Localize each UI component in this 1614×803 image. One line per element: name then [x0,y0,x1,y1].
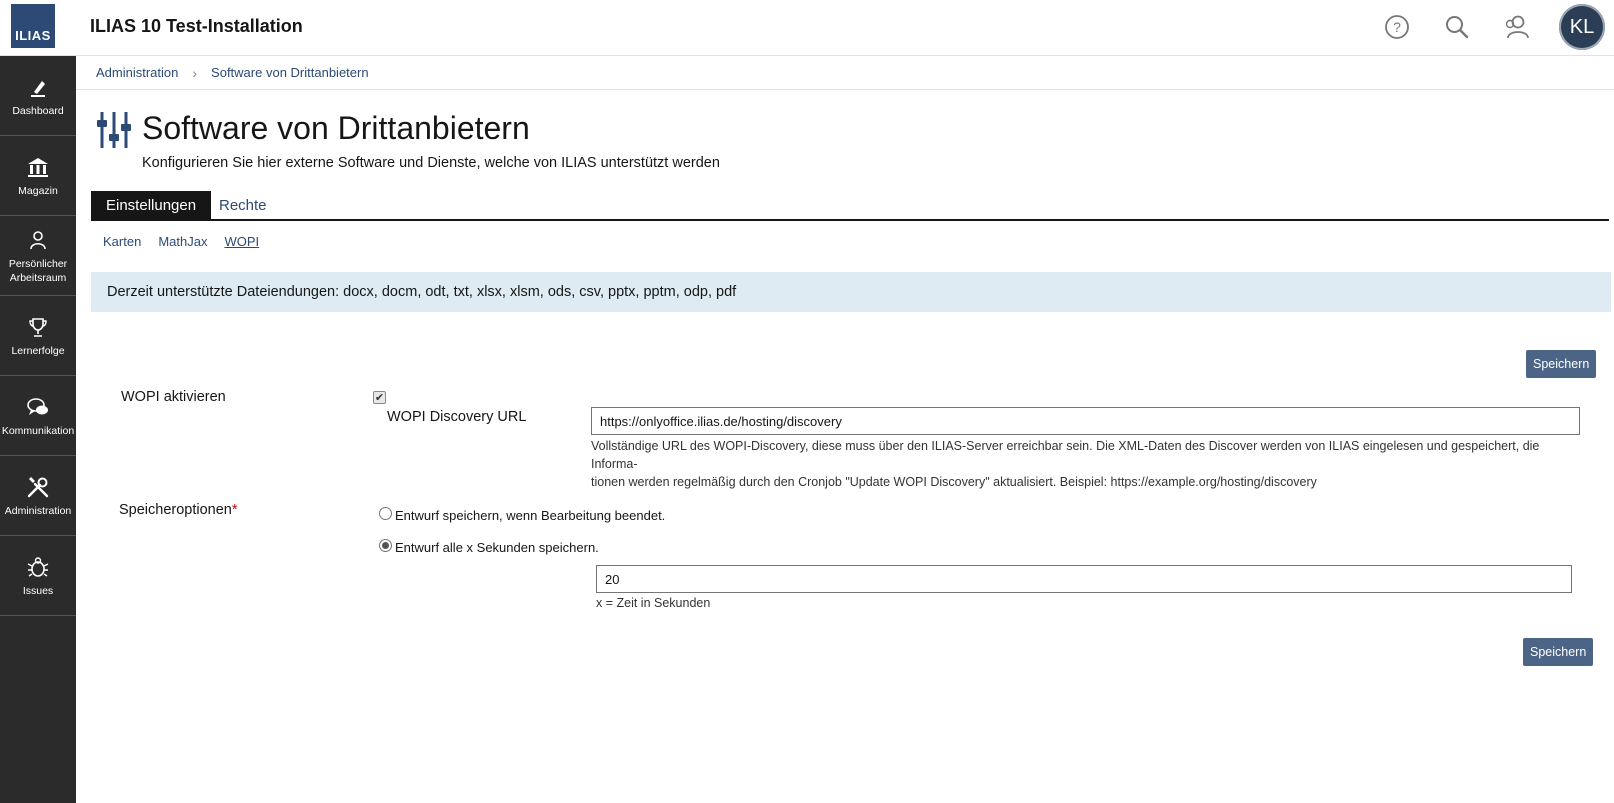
breadcrumb-item-administration[interactable]: Administration [96,65,179,80]
wopi-activate-checkbox[interactable]: ✔ [374,392,385,404]
subtab-mathjax[interactable]: MathJax [158,234,208,249]
sidebar-label: Lernerfolge [11,344,65,357]
discovery-url-label: WOPI Discovery URL [387,409,527,425]
subtab-wopi[interactable]: WOPI [224,234,260,249]
sidebar-item-personal-workspace[interactable] [0,216,76,296]
person-icon [25,227,51,253]
radio-save-on-end-label[interactable]: Entwurf speichern, wenn Bearbeitung beendet. [395,508,666,523]
tab-rechte[interactable]: Rechte [219,197,267,214]
sidebar-item-kommunikation[interactable] [0,376,76,456]
user-avatar[interactable] [1559,4,1605,50]
avatar-initials: KL [1569,15,1595,38]
breadcrumb-separator-icon: › [192,64,198,81]
ilias-logo[interactable] [11,4,55,48]
settings-sliders-icon [95,110,133,150]
users-icon[interactable] [1503,13,1531,41]
app-title: ILIAS 10 Test-Installation [90,16,303,36]
required-marker: * [231,502,238,518]
repository-icon [25,154,51,180]
subtab-karten[interactable]: Karten [103,234,142,249]
search-icon[interactable] [1443,13,1471,41]
save-options-label-text: Speicheroptionen [119,502,232,518]
info-message [91,272,1611,312]
sidebar-label: Magazin [18,184,58,197]
interval-help: x = Zeit in Sekunden [596,596,711,610]
logo-text: ILIAS [15,28,51,43]
radio-save-on-end[interactable] [379,507,392,520]
tab-einstellungen[interactable]: Einstellungen [91,191,211,220]
sidebar-label: Administration [4,504,72,517]
interval-seconds-input[interactable] [596,565,1572,593]
tab-bar [91,191,1609,221]
subtab-bar [103,234,259,249]
info-message-text: Derzeit unterstützte Dateiendungen: docx, docm, odt, txt, xlsx, xlsm, ods, csv, pptx, pptm, odp, pdf [107,284,737,300]
chat-icon [25,394,51,420]
sidebar-item-magazin[interactable] [0,136,76,216]
sidebar-item-lernerfolge[interactable] [0,296,76,376]
breadcrumb-item-current[interactable]: Software von Drittanbietern [211,65,369,80]
save-button-bottom[interactable]: Speichern [1523,638,1593,666]
top-bar [0,0,1614,56]
breadcrumb [76,56,1614,90]
discovery-help-line-1: Vollständige URL des WOPI-Discovery, diese muss über den ILIAS-Server erreichbar sein. Die XML-Daten des Discover werden von ILIAS eingelesen und gespeichert, die Informa- [591,439,1540,471]
sidebar-item-administration[interactable] [0,456,76,536]
save-options-label [119,502,238,518]
trophy-icon [25,314,51,340]
dashboard-icon [25,74,51,100]
svg-text:?: ? [1393,19,1401,35]
sidebar-label: Dashboard [12,104,64,117]
sidebar-label: Issues [22,584,54,597]
sidebar-label: Kommunikation [1,424,75,437]
tools-icon [25,474,51,500]
wopi-activate-label: WOPI aktivieren [121,389,226,405]
radio-save-interval[interactable] [379,539,392,552]
discovery-url-help [591,437,1581,491]
save-button-top[interactable]: Speichern [1526,350,1596,378]
sidebar-item-issues[interactable] [0,536,76,616]
radio-save-interval-label[interactable]: Entwurf alle x Sekunden speichern. [395,540,599,555]
discovery-help-line-2: tionen werden regelmäßig durch den Cronjob "Update WOPI Discovery" aktualisiert. Beispiel: https://example.org/hosting/discovery [591,475,1317,489]
help-icon[interactable] [1383,13,1411,41]
main-sidebar [0,56,76,803]
sidebar-item-dashboard[interactable] [0,56,76,136]
sidebar-label: Persönlicher Arbeitsraum [8,257,68,284]
bug-icon [25,554,51,580]
discovery-url-input[interactable] [591,407,1580,435]
page-title: Software von Drittanbietern [142,110,530,146]
page-description: Konfigurieren Sie hier externe Software und Dienste, welche von ILIAS unterstützt werden [142,155,720,171]
